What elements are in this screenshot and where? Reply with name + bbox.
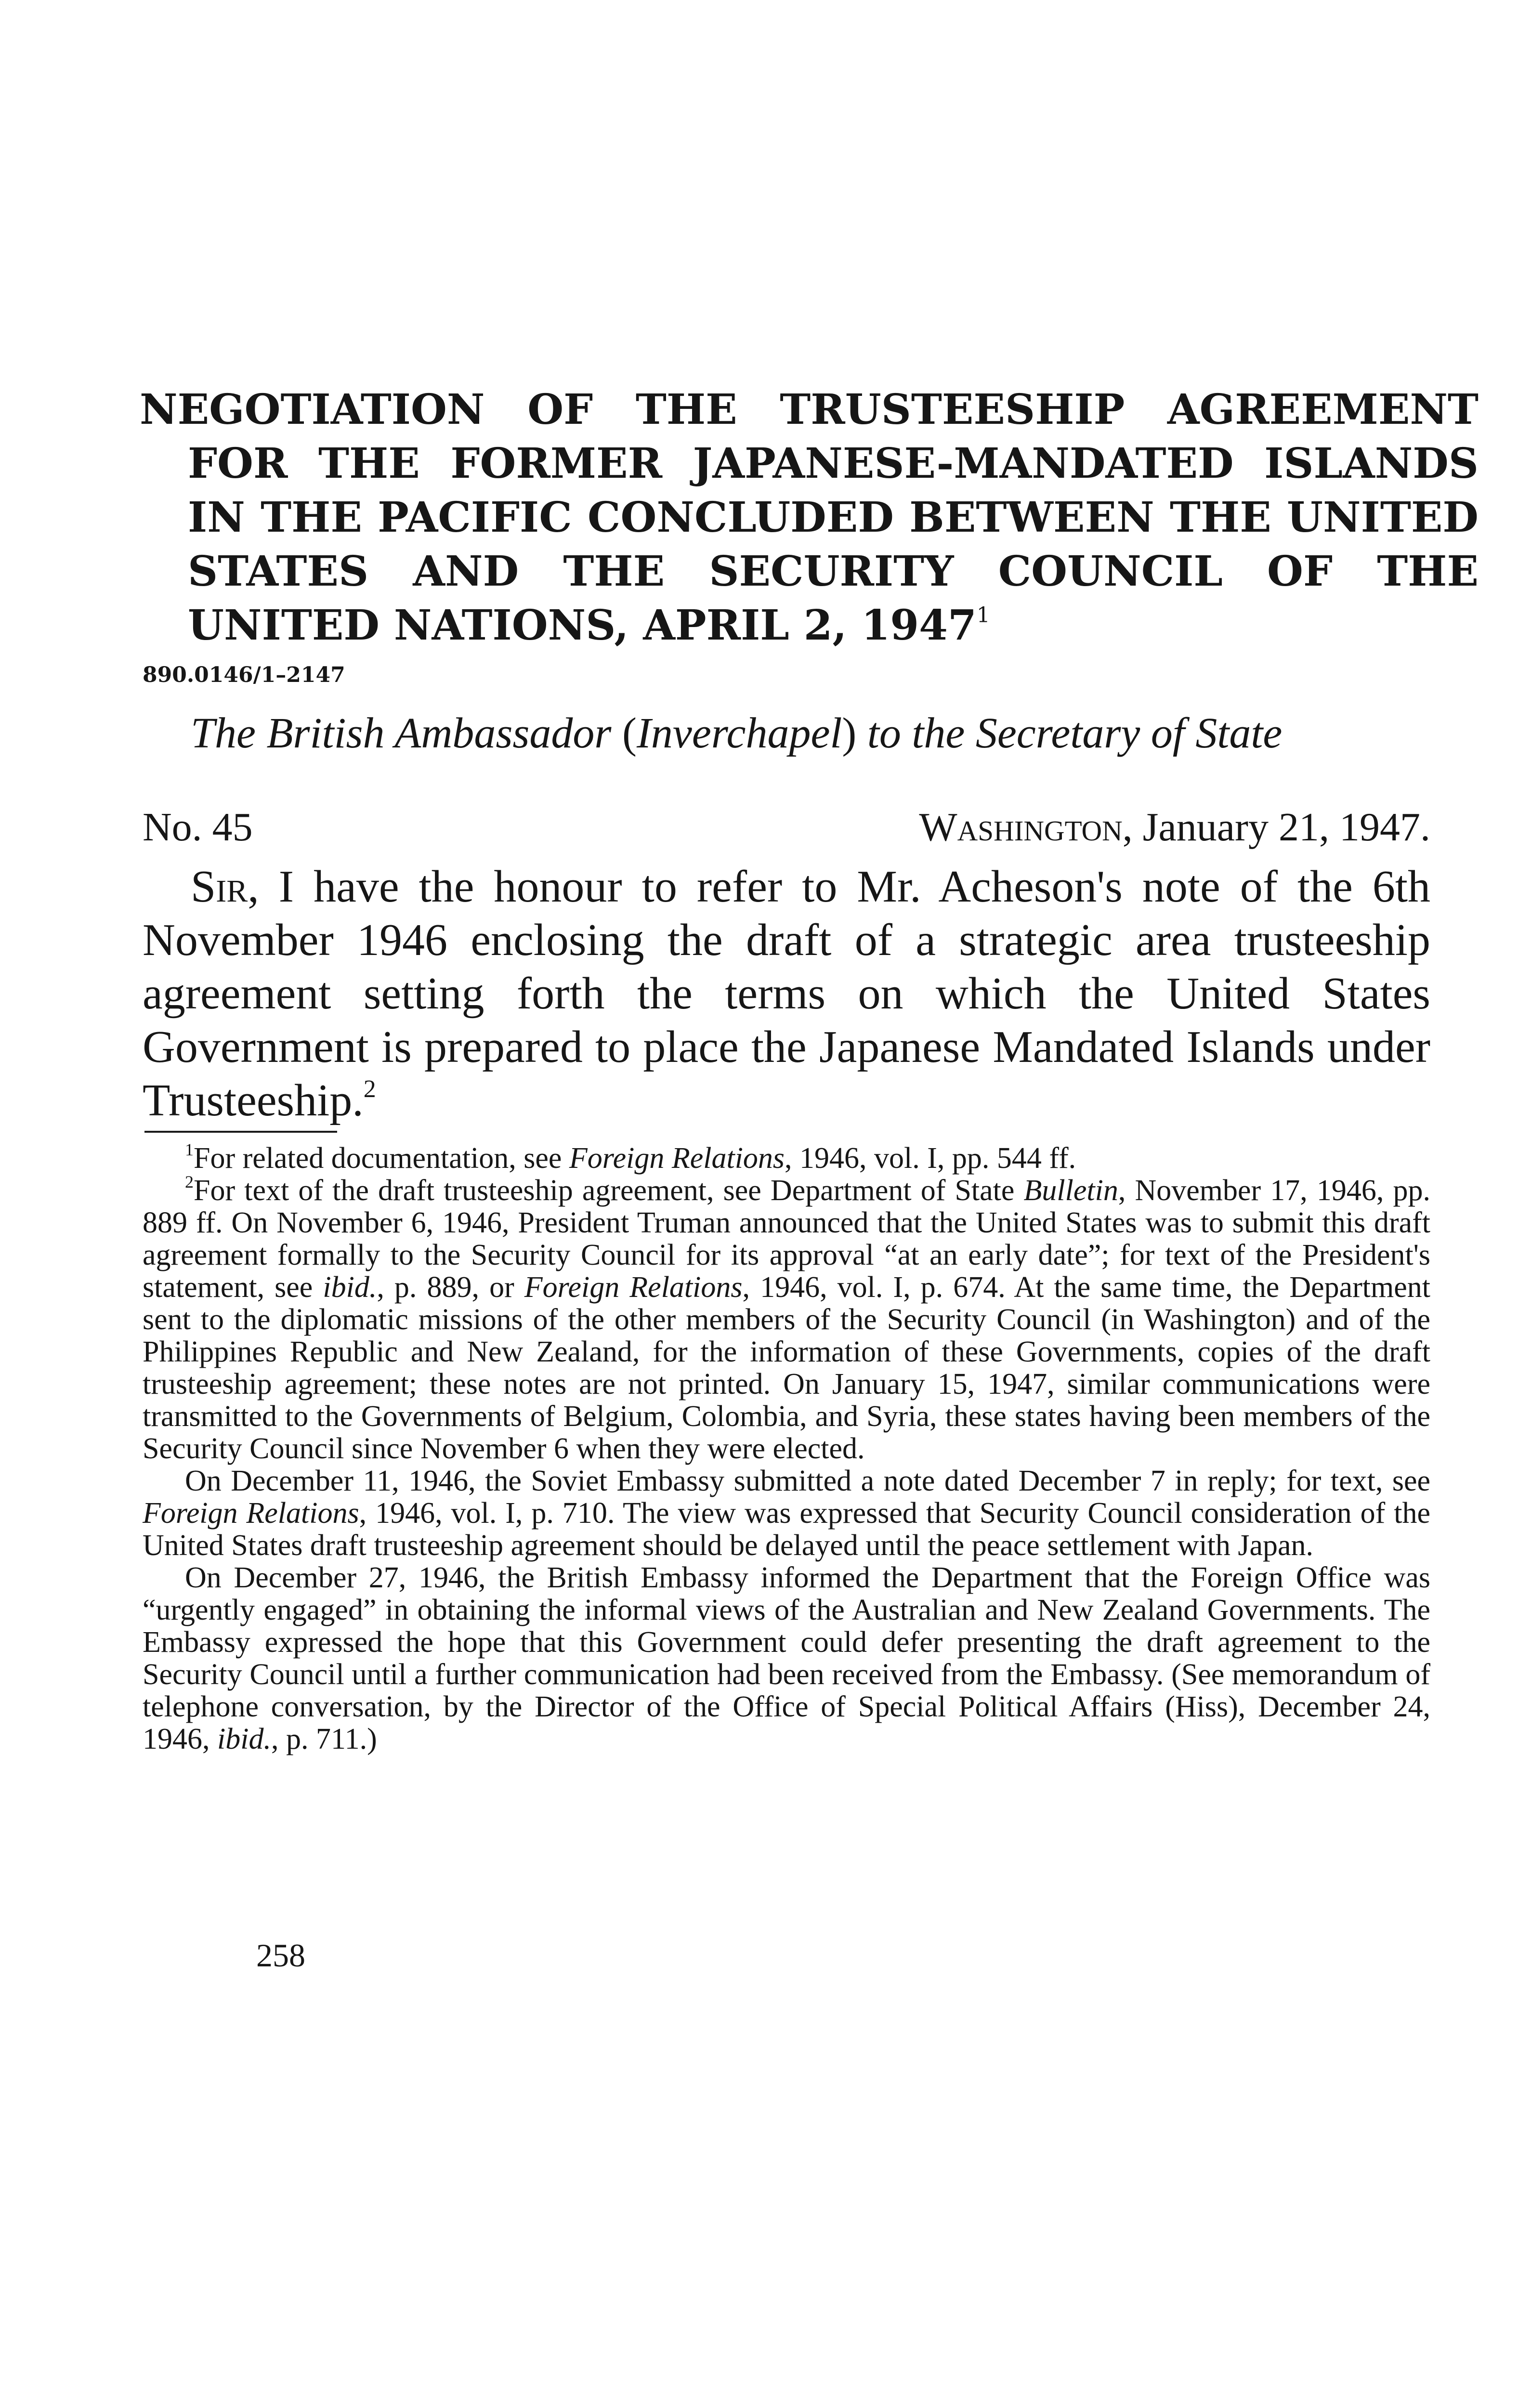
footnote-citation: Foreign Relations — [143, 1497, 359, 1530]
footnote — [143, 1172, 1430, 1465]
footnote-citation: ibid. — [217, 1723, 271, 1755]
footnote-marker: 2 — [185, 1172, 194, 1191]
footnote-divider — [144, 1131, 337, 1133]
title-recipient: to the Secretary of State — [867, 709, 1282, 757]
place-date — [919, 803, 1430, 851]
footnote-text: , 1946, vol. I, pp. 544 ff. — [785, 1142, 1076, 1175]
footnote — [143, 1562, 1430, 1755]
footnote-text: On December 11, 1946, the Soviet Embassy submitted a note dated December 7 in reply; for text, see — [185, 1465, 1430, 1497]
title-paren-close: ) — [842, 709, 857, 757]
footnote-text: On December 27, 1946, the British Embassy informed the Department that the Foreign Office was “urgently engaged” in obtaining the informal views of the Australian and New Zealand Governments. The Embassy expressed the hope that this Government could defer presenting the draft agreement to the Security Council until a further communication had been received from the Embassy. (See memorandum of telephone conversation, by the Director of the Office of Special Political Affairs (Hiss), December 24, 1946, — [143, 1561, 1430, 1755]
footnote-text: , November 17, 1946, pp. 889 ff. On November 6, 1946, President Truman announced that the United States was to submit this draft agreement formally to the Security Council for its approval “at an early date”; for text of the President's statement, see — [143, 1174, 1430, 1304]
place: Washington, — [919, 805, 1133, 850]
footnote-citation: Foreign Relations — [524, 1271, 743, 1304]
footnote-text: , p. 711.) — [271, 1723, 377, 1755]
footnote-citation: ibid. — [323, 1271, 377, 1304]
dateline — [143, 803, 1430, 851]
salutation: Sir, — [191, 862, 259, 912]
file-number: 890.0146/1–2147 — [143, 663, 345, 687]
title-sender-name: Inverchapel — [636, 709, 842, 757]
chapter-heading-text: NEGOTIATION OF THE TRUSTEESHIP AGREEMENT FOR THE FORMER JAPANESE-MANDATED ISLANDS IN THE PACIFIC CONCLUDED BETWEEN THE UNITED STATES AND THE SECURITY COUNCIL OF THE UNITED NATIONS, APRIL 2, 1947 — [140, 385, 1479, 650]
chapter-heading — [140, 383, 1479, 653]
footnote-citation: Bulletin — [1023, 1174, 1118, 1207]
letter-footnote-ref[interactable]: 2 — [363, 1075, 376, 1103]
footnote-text: , 1946, vol. I, p. 710. The view was expressed that Security Council consideration of the United States draft trusteeship agreement should be delayed until the peace settlement with Japan. — [143, 1497, 1430, 1562]
footnote — [143, 1142, 1430, 1175]
title-paren-open: ( — [622, 709, 637, 757]
footnote-text: For related documentation, see — [194, 1142, 569, 1175]
title-sender: The British Ambassador — [191, 709, 612, 757]
heading-footnote-ref[interactable]: 1 — [976, 603, 990, 628]
footnote-text: , p. 889, or — [377, 1271, 524, 1304]
footnote-text: , 1946, vol. I, p. 674. At the same time, the Department sent to the diplomatic missions of the other members of the Security Council (in Washington) and of the Philippines Republic and New Zealand, for the information of these Governments, copies of the draft trusteeship agreement; these notes are not printed. On January 15, 1947, similar communications were transmitted to the Governments of Belgium, Colombia, and Syria, these states having been members of the Security Council since November 6 when they were elected. — [143, 1271, 1430, 1465]
letter-text: I have the honour to refer to Mr. Acheson's note of the 6th November 1946 enclosing the draft of a strategic area trusteeship agreement setting forth the terms on which the United States Government is prepared to place the Japanese Mandated Islands under Trusteeship. — [143, 862, 1430, 1125]
footnote-citation: Foreign Relations — [569, 1142, 785, 1175]
document-title — [191, 707, 1282, 760]
page-number: 258 — [256, 1937, 305, 1974]
footnote — [143, 1465, 1430, 1562]
document-number: No. 45 — [143, 805, 253, 850]
footnote-text: For text of the draft trusteeship agreement, see Department of State — [194, 1174, 1024, 1207]
footnote-marker: 1 — [185, 1140, 194, 1159]
footnotes — [143, 1142, 1430, 1755]
date: January 21, 1947. — [1142, 805, 1430, 850]
letter-body — [143, 860, 1430, 1127]
